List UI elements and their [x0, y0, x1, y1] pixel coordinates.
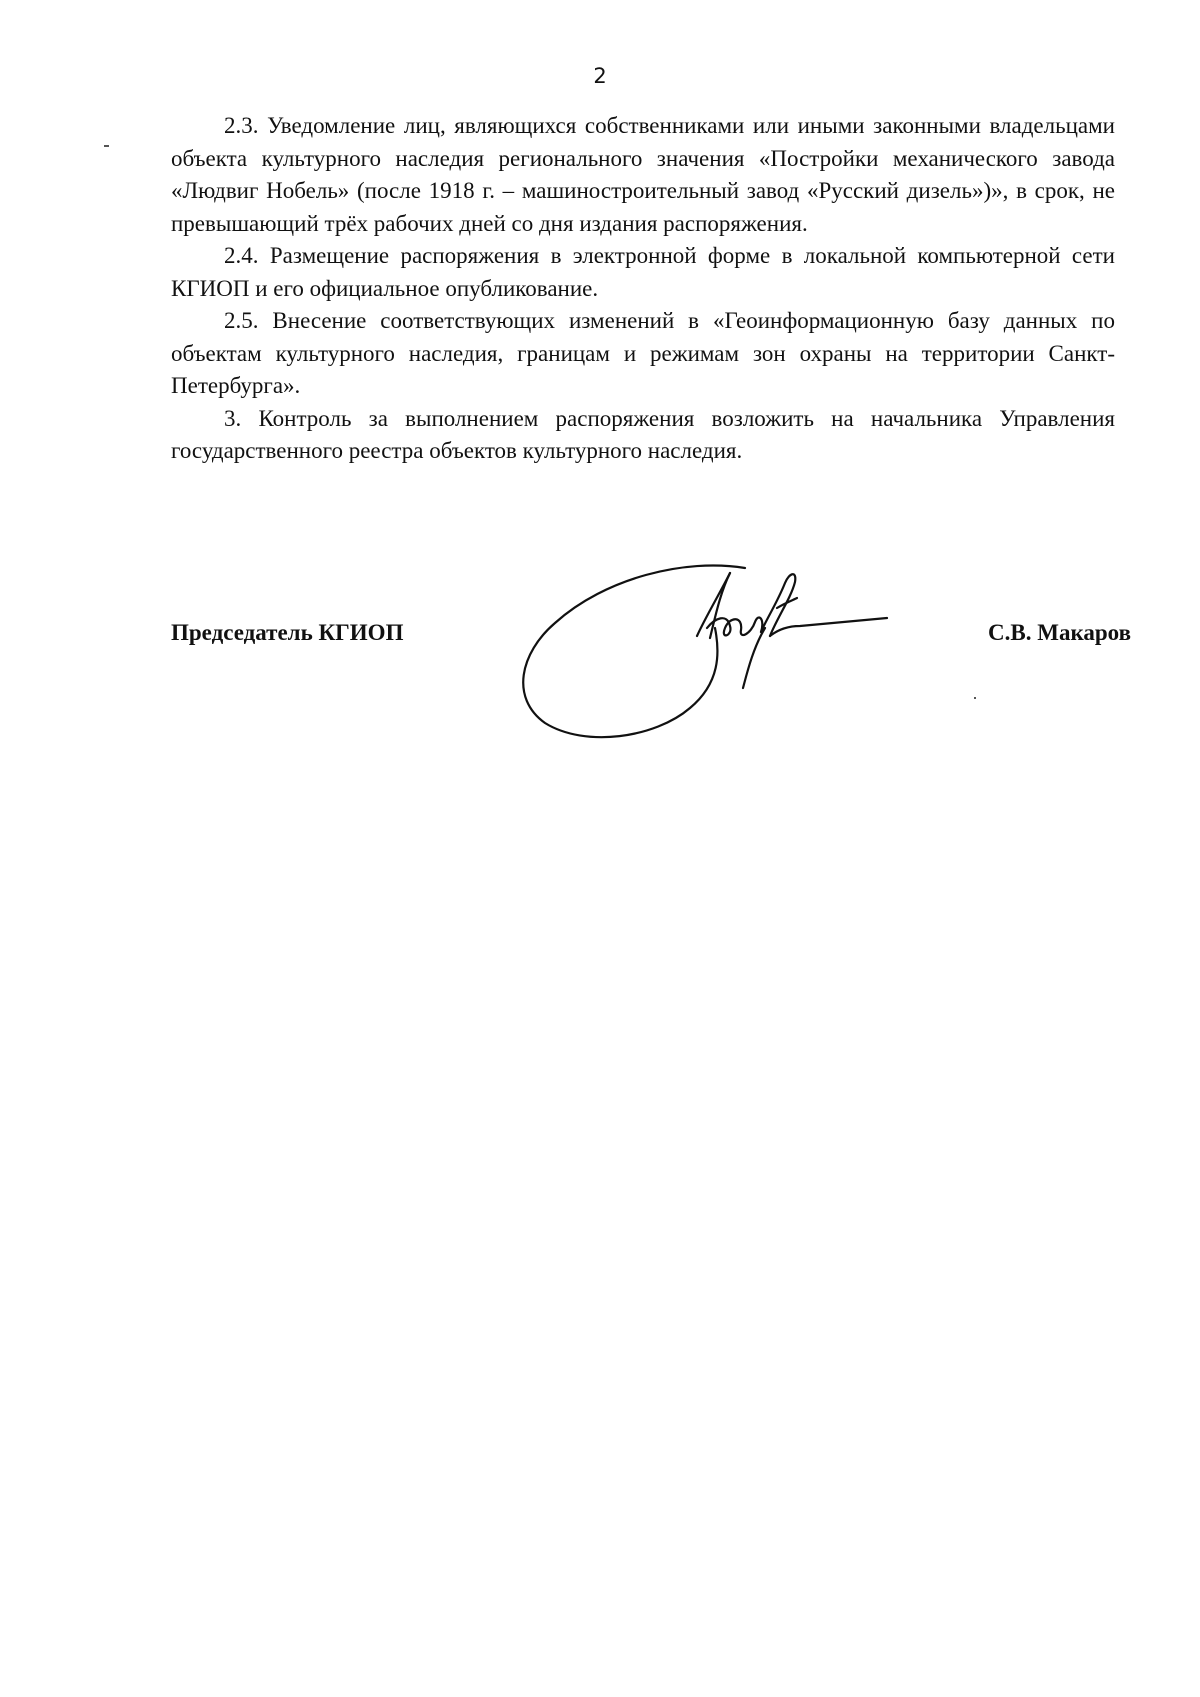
paragraph-2-3: 2.3. Уведомление лиц, являющихся собственниками или иными законными владельцами объекта культурного наследия регионального значения «Постройки механического завода «Людвиг Нобель» (после 1918 г. – машиностроительный завод «Русский дизель»)», в срок, не превышающий трёх рабочих дней со дня издания распоряжения. — [171, 113, 1115, 236]
scan-speck — [974, 697, 976, 699]
signer-name: С.В. Макаров — [988, 620, 1131, 645]
scan-speck — [104, 145, 109, 147]
signer-title: Председатель КГИОП — [171, 620, 404, 645]
handwritten-signature — [515, 548, 905, 748]
paragraph-3: 3. Контроль за выполнением распоряжения возложить на начальника Управления государственного реестра объектов культурного наследия. — [171, 405, 1115, 463]
paragraph-2-4: 2.4. Размещение распоряжения в электронной форме в локальной компьютерной сети КГИОП и его официальное опубликование. — [171, 243, 1115, 301]
page-number: 2 — [593, 64, 607, 88]
paragraph-2-5: 2.5. Внесение соответствующих изменений в «Геоинформационную базу данных по объектам культурного наследия, границам и режимам зон охраны на территории Санкт-Петербурга». — [171, 308, 1115, 398]
document-body — [171, 110, 1115, 468]
